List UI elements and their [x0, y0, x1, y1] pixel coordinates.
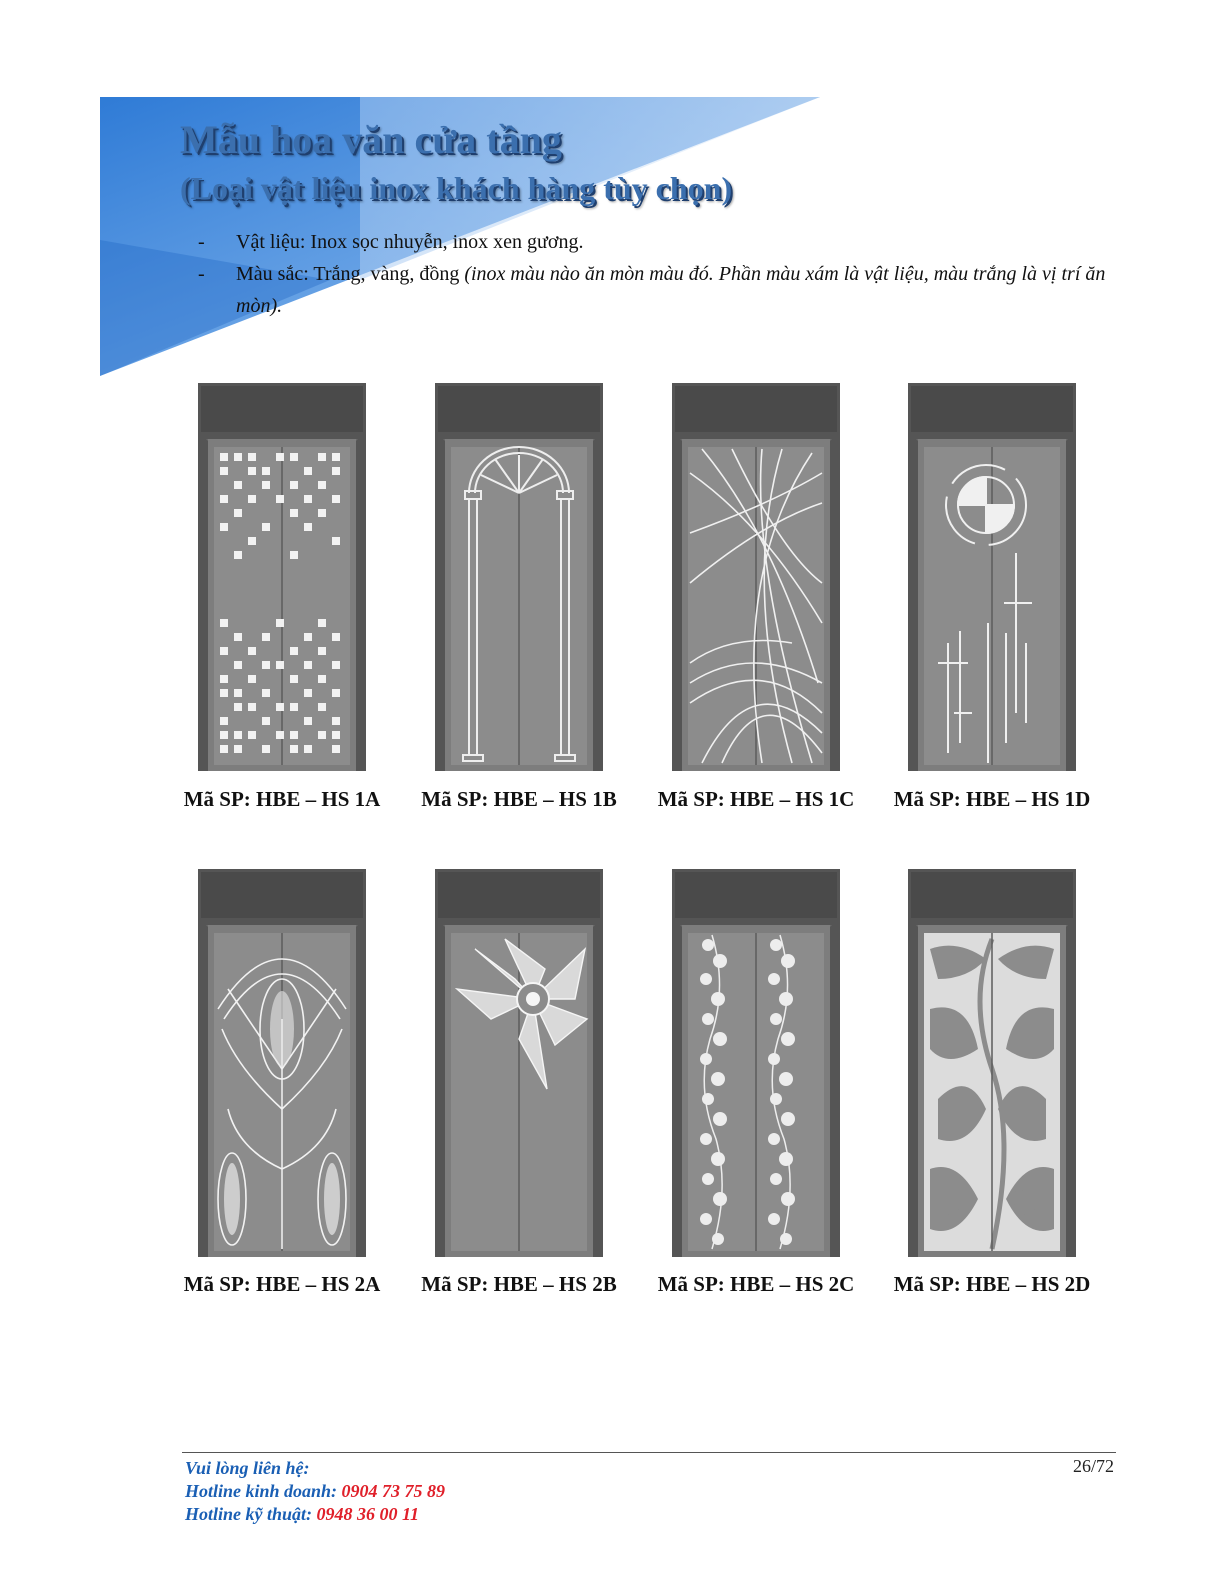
spec-list	[198, 226, 1118, 322]
product-code-hs2d: Mã SP: HBE – HS 2D	[893, 1272, 1091, 1296]
spec-color: - Màu sắc: Trắng, vàng, đồng (inox màu nào ăn mòn màu đó. Phần màu xám là vật liệu, màu trắng là vị trí ăn mòn).	[198, 263, 1106, 317]
footer-sales-hotline: Hotline kinh doanh: 0904 73 75 89	[185, 1481, 446, 1501]
door-image-hs2a	[198, 869, 366, 1257]
product-code-hs1a: Mã SP: HBE – HS 1A	[183, 787, 381, 811]
door-image-hs2b	[435, 869, 603, 1257]
door-image-hs1b	[435, 383, 603, 771]
footer-tech-hotline: Hotline kỹ thuật: 0948 36 00 11	[185, 1504, 420, 1524]
tech-phone-link[interactable]: 0948 36 00 11	[316, 1504, 420, 1524]
door-image-hs1d	[908, 383, 1076, 771]
door-image-hs2d	[908, 869, 1076, 1257]
page-title: Mẫu hoa văn cửa tầng	[180, 117, 562, 162]
footer-contact-label: Vui lòng liên hệ:	[185, 1458, 310, 1478]
product-code-hs1d: Mã SP: HBE – HS 1D	[893, 787, 1091, 811]
product-code-hs1c: Mã SP: HBE – HS 1C	[657, 787, 855, 811]
page-number: 26/72	[1072, 1456, 1114, 1476]
product-code-hs2b: Mã SP: HBE – HS 2B	[421, 1272, 617, 1296]
product-code-hs2c: Mã SP: HBE – HS 2C	[657, 1272, 855, 1296]
door-image-hs1c	[672, 383, 840, 771]
product-code-hs2a: Mã SP: HBE – HS 2A	[183, 1272, 381, 1296]
product-code-hs1b: Mã SP: HBE – HS 1B	[421, 787, 617, 811]
door-image-hs1a	[198, 383, 366, 771]
sales-phone-link[interactable]: 0904 73 75 89	[341, 1481, 446, 1501]
spec-material: - Vật liệu: Inox sọc nhuyễn, inox xen gương.	[198, 231, 584, 253]
footer-divider	[182, 1452, 1116, 1453]
page-subtitle: (Loại vật liệu inox khách hàng tùy chọn)	[180, 170, 733, 206]
door-image-hs2c	[672, 869, 840, 1257]
